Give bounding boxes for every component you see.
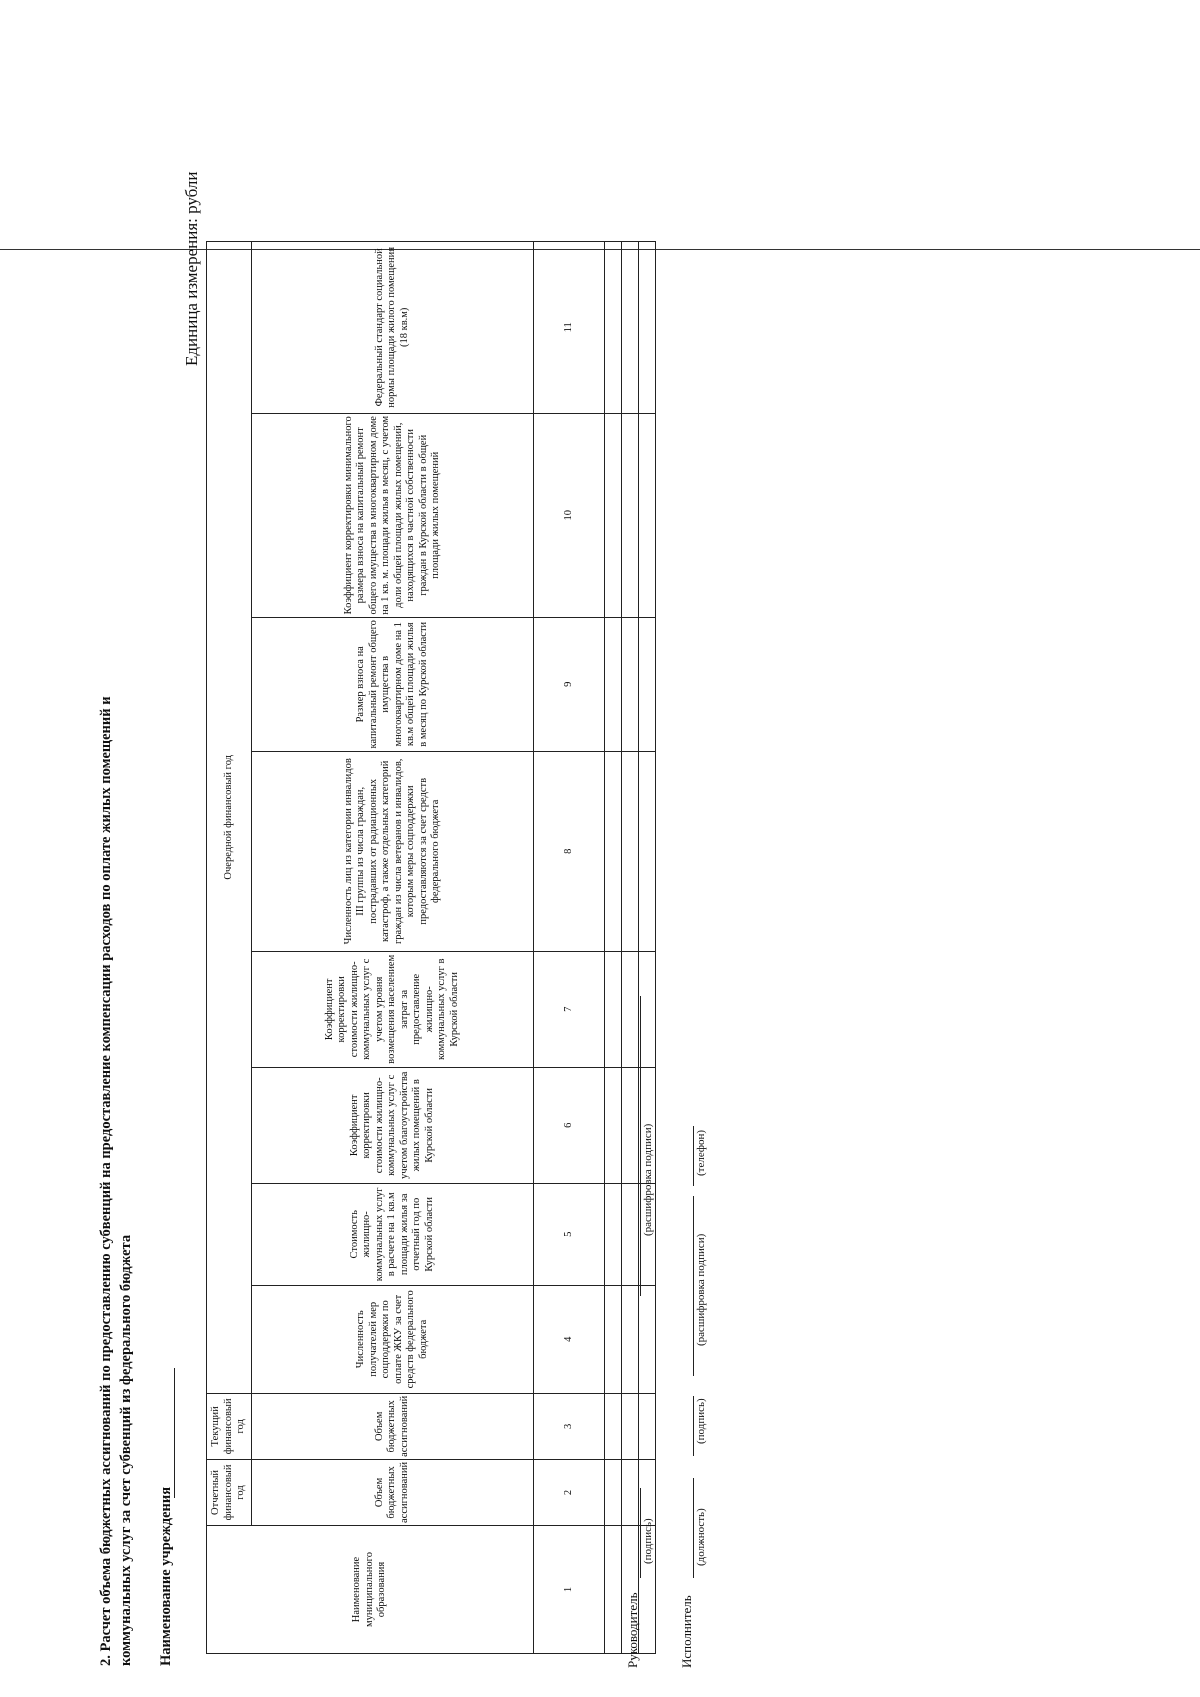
executor-position-line (693, 1478, 694, 1578)
table-row (622, 241, 639, 1653)
head-decode-caption: (расшифровка подписи) (642, 1123, 654, 1236)
executor-decode-line (693, 1196, 694, 1376)
table-row (605, 241, 622, 1653)
head-decode-line (640, 996, 641, 1296)
executor-sign-caption: (подпись) (695, 1398, 707, 1444)
col-number: 1 (534, 1526, 605, 1654)
header-col-2: Объем бюджетных ассигнований (252, 1459, 534, 1525)
col-number: 8 (534, 751, 605, 951)
head-sign-caption: (подпись) (642, 1518, 654, 1564)
col-number: 11 (534, 241, 605, 413)
col-number: 7 (534, 951, 605, 1067)
col-number: 2 (534, 1459, 605, 1525)
header-col-8: Численность лиц из категории инвалидов III группы из числа граждан, пострадавших от радиационных катастроф, а также отдельных категорий граждан из числа ветеранов и инвалидов, которым меры соцподдержки предоставляются за счет средств федерального бюджета (252, 751, 534, 951)
header-col-10: Коэффициент корректировки минимального размера взноса на капитальный ремонт общего имущества в многоквартирном доме на 1 кв. м. площади жилья в месяц, с учетом доли общей площади жилых помещений, находящихся в частной собственности граждан в Курской области в общей площади жилых помещений (252, 413, 534, 617)
header-col-4: Численность получателей мер соцподдержки по оплате ЖКУ за счет средств федерального бюджета (252, 1285, 534, 1393)
header-col-11: Федеральный стандарт социальной нормы площади жилого помещения (18 кв.м) (252, 241, 534, 413)
header-next-year: Очередной финансовый год (207, 241, 252, 1393)
form-title (96, 566, 136, 1666)
header-municipality: Наименование муниципального образования (207, 1526, 534, 1654)
landscape-form-sheet (82, 136, 722, 1676)
col-number: 10 (534, 413, 605, 617)
form-title-line-1: 2. Расчет объема бюджетных ассигнований по предоставлению субвенций на предоставление компенсации расходов по оплате жилых помещений и (98, 696, 114, 1666)
form-title-line-2: коммунальных услуг за счет субвенций из федерального бюджета (118, 1234, 134, 1666)
header-col-3: Объем бюджетных ассигнований (252, 1393, 534, 1459)
header-col-7: Коэффициент корректировки стоимости жилищно-коммунальных услуг с учетом уровня возмещения населением затрат за предоставление жилищно-коммунальных услуг в Курской области (252, 951, 534, 1067)
col-number: 6 (534, 1067, 605, 1183)
executor-sign-line (693, 1396, 694, 1456)
header-col-5: Стоимость жилищно-коммунальных услуг в расчете на 1 кв.м площади жилья за отчетный год по Курской области (252, 1183, 534, 1285)
head-sign-line (640, 1488, 641, 1578)
calculation-table (206, 241, 656, 1654)
col-number: 5 (534, 1183, 605, 1285)
executor-decode-caption: (расшифровка подписи) (695, 1233, 707, 1346)
col-number: 9 (534, 617, 605, 751)
col-number: 4 (534, 1285, 605, 1393)
institution-label: Наименование учреждения (158, 1486, 174, 1666)
header-col-6: Коэффициент корректировки стоимости жилищно-коммунальных услуг с учетом благоустройства жилых помещений в Курской области (252, 1067, 534, 1183)
executor-position-caption: (должность) (695, 1508, 707, 1566)
executor-phone-line (693, 1126, 694, 1186)
header-reporting-year: Отчетный финансовый год (207, 1459, 252, 1525)
executor-label: Исполнитель (679, 1595, 694, 1668)
institution-fill-line (174, 1368, 175, 1498)
table-row (639, 241, 656, 1653)
unit-label: Единица измерения: рубли (182, 171, 201, 366)
header-current-year: Текущий финансовый год (207, 1393, 252, 1459)
header-col-9: Размер взноса на капитальный ремонт общего имущества в многоквартирном доме на 1 кв.м общей площади жилья в месяц по Курской области (252, 617, 534, 751)
col-number: 3 (534, 1393, 605, 1459)
head-label: Руководитель (625, 1592, 640, 1668)
executor-phone-caption: (телефон) (695, 1129, 707, 1176)
